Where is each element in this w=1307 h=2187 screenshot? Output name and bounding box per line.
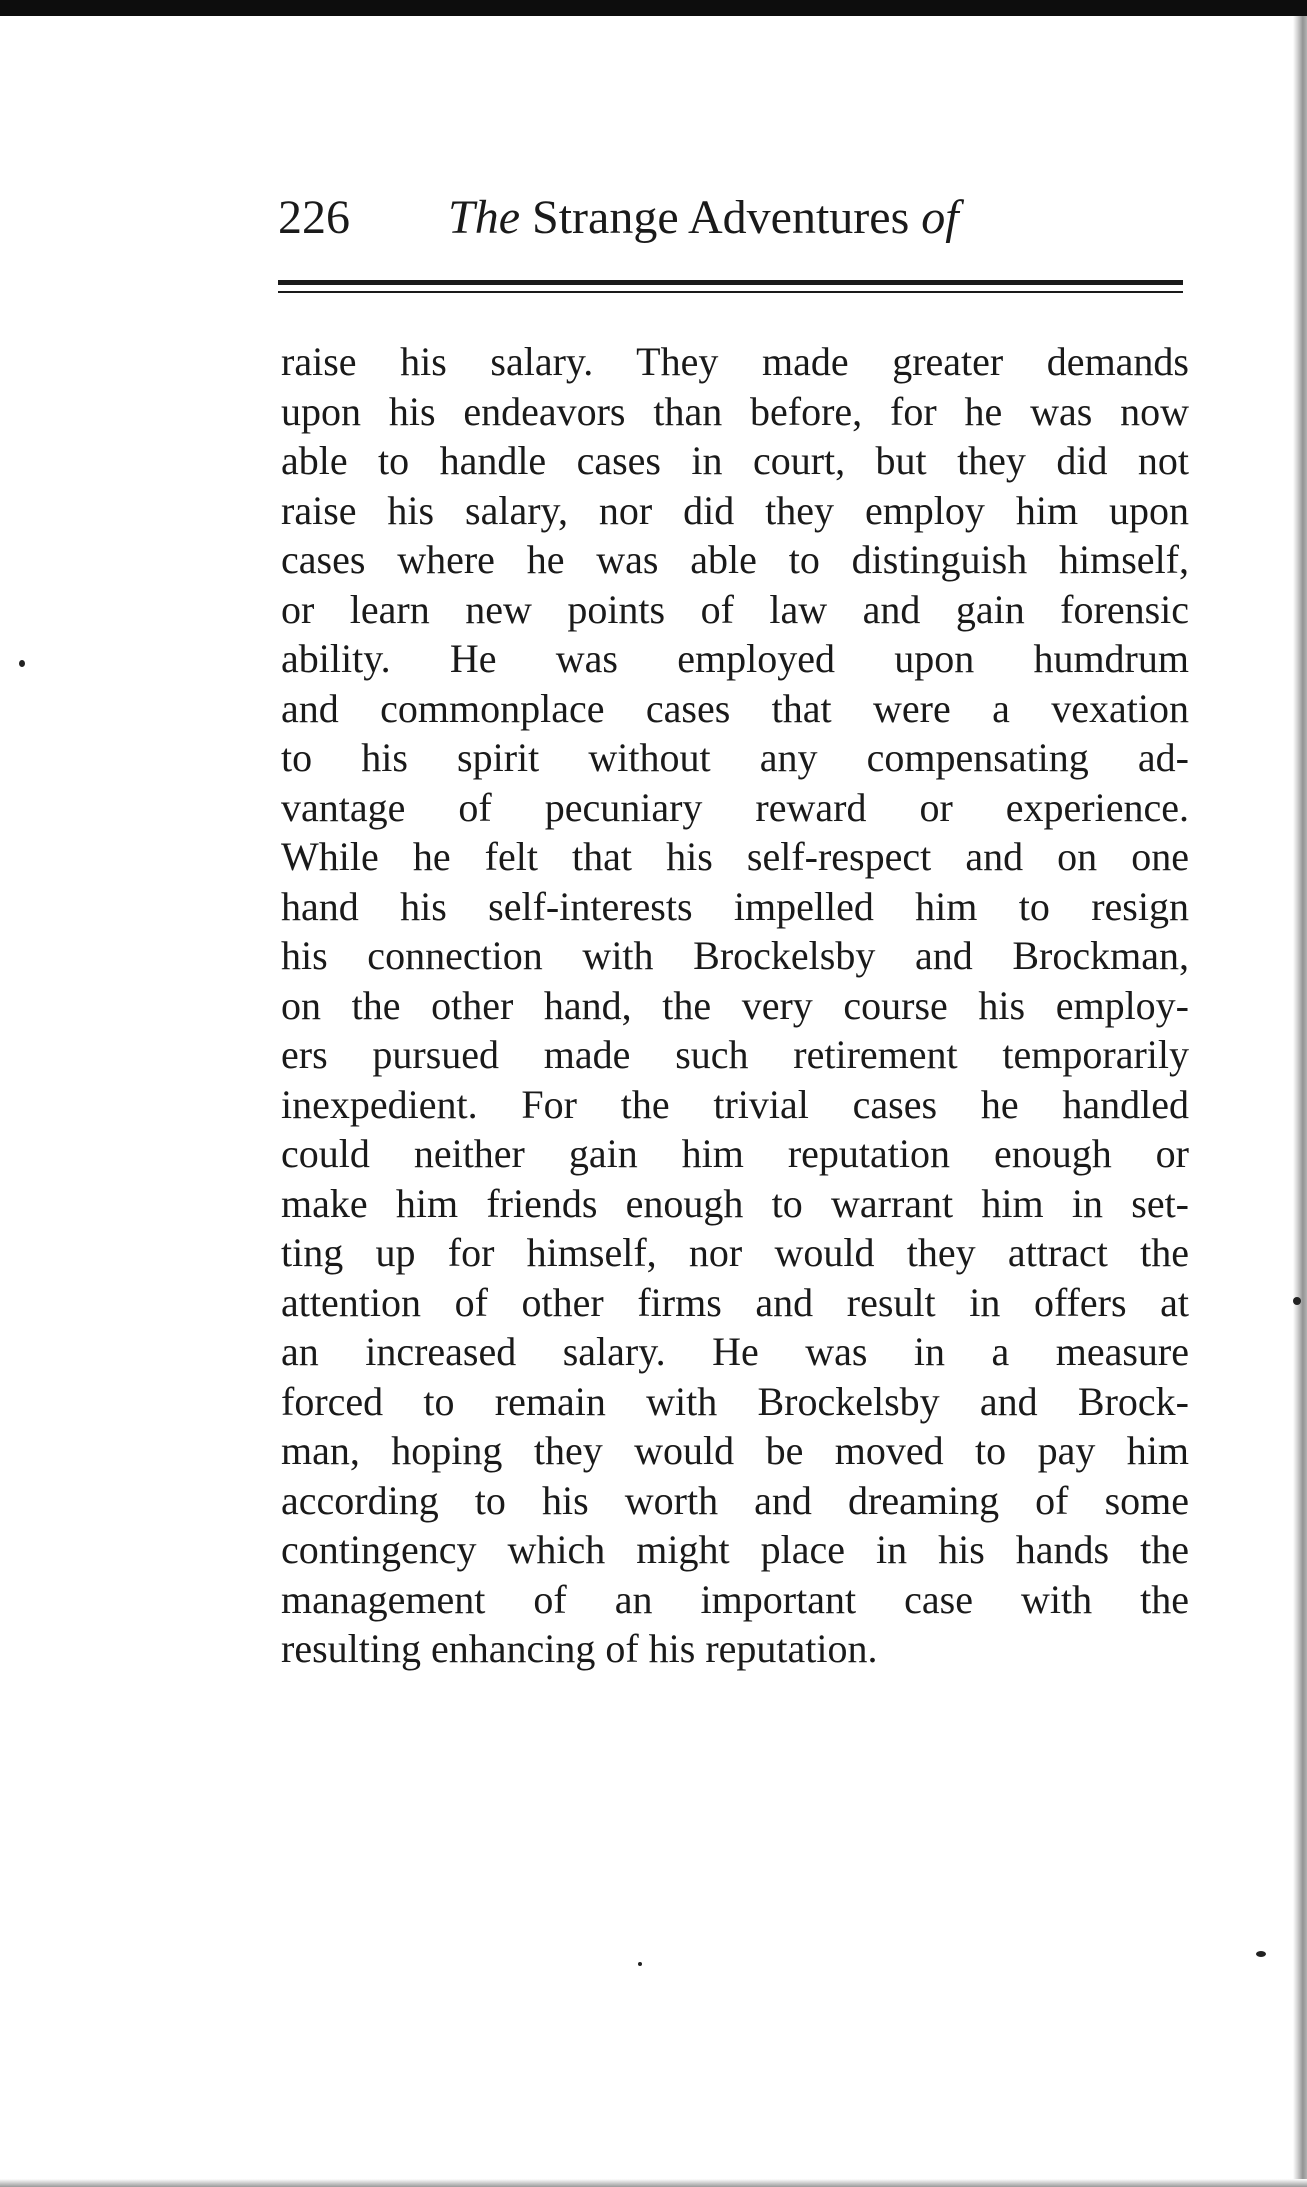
text-line: and commonplace cases that were a vexation bbox=[281, 685, 1189, 731]
running-header bbox=[278, 188, 1183, 248]
text-line: ers pursued made such retirement temporarily bbox=[281, 1032, 1189, 1077]
text-line: ting up for himself, nor would they attract the bbox=[281, 1230, 1189, 1275]
text-line: attention of other firms and result in offers at bbox=[281, 1279, 1189, 1325]
text-line: vantage of pecuniary reward or experience. bbox=[281, 784, 1189, 830]
title-prefix: The bbox=[448, 191, 520, 244]
scan-speck bbox=[19, 660, 25, 667]
header-rule-thin bbox=[278, 291, 1183, 293]
scan-speck bbox=[638, 1962, 642, 1966]
text-line: man, hoping they would be moved to pay him bbox=[281, 1428, 1189, 1473]
text-line: to his spirit without any compensating ad- bbox=[281, 735, 1189, 780]
text-line: forced to remain with Brockelsby and Brock- bbox=[281, 1378, 1189, 1424]
body-paragraph bbox=[281, 337, 1189, 1674]
text-line: management of an important case with the bbox=[281, 1576, 1189, 1622]
text-line: resulting enhancing of his reputation. bbox=[281, 1626, 878, 1671]
scan-speck bbox=[1256, 1951, 1266, 1957]
text-line: ability. He was employed upon humdrum bbox=[281, 636, 1189, 681]
page-top-edge bbox=[0, 0, 1307, 16]
page-right-edge bbox=[1293, 16, 1307, 2187]
text-line: While he felt that his self-respect and on one bbox=[281, 834, 1189, 879]
page-bottom-edge bbox=[0, 2179, 1307, 2187]
running-head-title bbox=[448, 188, 959, 248]
text-line: raise his salary. They made greater demands bbox=[281, 339, 1189, 384]
text-line: or learn new points of law and gain forensic bbox=[281, 586, 1189, 632]
text-line: contingency which might place in his hands the bbox=[281, 1527, 1189, 1572]
scan-speck bbox=[1293, 1297, 1301, 1305]
text-line: according to his worth and dreaming of some bbox=[281, 1477, 1189, 1523]
text-line: hand his self-interests impelled him to resign bbox=[281, 883, 1189, 929]
title-main: Strange Adventures bbox=[532, 191, 910, 244]
text-line: his connection with Brockelsby and Brockman, bbox=[281, 933, 1189, 978]
header-rule-thick bbox=[278, 280, 1183, 285]
title-suffix: of bbox=[921, 191, 959, 244]
text-line: could neither gain him reputation enough or bbox=[281, 1131, 1189, 1176]
text-line: raise his salary, nor did they employ him upon bbox=[281, 487, 1189, 533]
text-line: cases where he was able to distinguish himself, bbox=[281, 537, 1189, 582]
text-line: on the other hand, the very course his employ- bbox=[281, 982, 1189, 1028]
page-number: 226 bbox=[278, 191, 350, 244]
text-line: inexpedient. For the trivial cases he handled bbox=[281, 1081, 1189, 1127]
text-line: make him friends enough to warrant him in set- bbox=[281, 1180, 1189, 1226]
text-line: upon his endeavors than before, for he was now bbox=[281, 388, 1189, 434]
text-line: able to handle cases in court, but they did not bbox=[281, 438, 1189, 483]
text-line: an increased salary. He was in a measure bbox=[281, 1329, 1189, 1374]
